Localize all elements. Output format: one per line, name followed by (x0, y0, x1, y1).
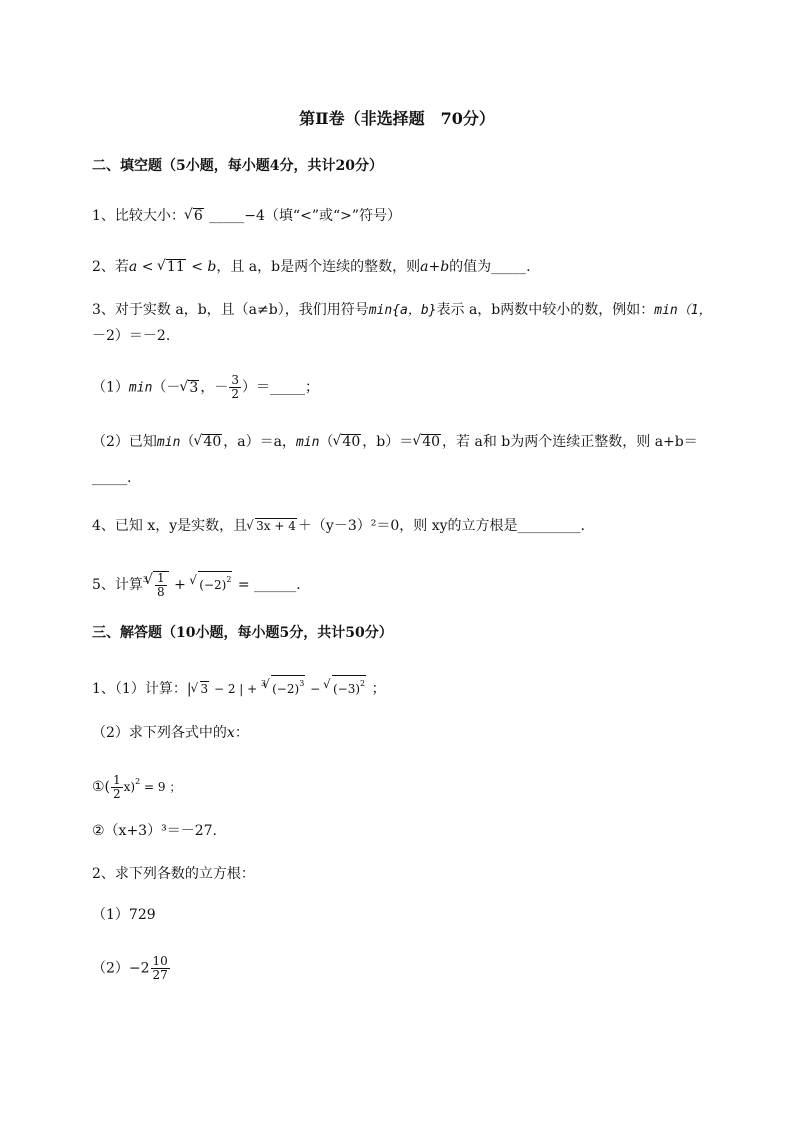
less-than: < (137, 259, 158, 275)
paren-open: （－ (152, 379, 181, 396)
circled-1: ①( (92, 779, 111, 795)
question-2-3-part-2-blank: _____. (92, 470, 132, 486)
sqrt-neg3-squared: √ $(-3)^2$ (325, 675, 366, 699)
q2-2-end: 的值为_____. (449, 259, 531, 275)
question-2-5 (92, 570, 301, 599)
sqrt-11: √ 11 (159, 257, 186, 277)
part-label: （1） (92, 379, 129, 396)
section-2-heading: 二、填空题（5小题，每小题4分，共计20分） (92, 158, 383, 174)
fraction-10-27: $\frac{10}{27}$ (152, 954, 168, 982)
exponent-2: 2 (135, 777, 141, 786)
sqrt-40: √ 40 (414, 432, 441, 452)
colon: ： (234, 725, 249, 741)
comma-neg: ，－ (200, 379, 229, 396)
question-2-3-part-2 (92, 432, 698, 453)
question-2-1 (92, 206, 401, 226)
cube-root-neg2-cubed: √ $(-2)^3$ (264, 675, 305, 699)
q3-1-p2-text: （2）求下列各式中的 (92, 725, 227, 741)
expr-a-plus-b: a+b (420, 259, 450, 275)
sqrt-3x-plus-4: √ 3x + 4 (248, 516, 297, 536)
plus-sign: + (169, 577, 191, 593)
q2-5-prefix: 5、计算 (92, 577, 143, 593)
section-3-heading: 三、解答题（10小题，每小题5分，共计50分） (92, 625, 393, 641)
eq-1-rhs: = 9 ； (140, 780, 182, 794)
less-than: < (186, 259, 208, 275)
question-3-2-part-1: （1）729 (92, 907, 156, 923)
question-3-2: 2、求下列各数的立方根： (92, 866, 255, 882)
question-2-3-line-1 (92, 300, 712, 321)
question-2-3-line-2: －2）＝－2. (92, 328, 171, 344)
q2-3-p2-text-b: ，b）＝ (362, 434, 414, 450)
q3-2-p2-prefix: （2）−2 (92, 960, 150, 977)
question-2-2 (92, 257, 531, 277)
cube-root-index: 3 (142, 575, 149, 584)
min-fn: min (156, 435, 181, 450)
sqrt-40: √ 40 (195, 432, 222, 452)
q2-3-p2-text-a: ，a）＝a， (223, 434, 296, 450)
q3-1-prefix: 1、（1）计算：| (92, 681, 192, 697)
question-3-1-eq-1 (92, 772, 181, 801)
min-fn: min (295, 435, 320, 450)
page-title: 第Ⅱ卷（非选择题 70分） (299, 109, 495, 128)
q2-4-text: ＋（y－3）²＝0，则 xy的立方根是_________. (297, 518, 585, 534)
question-3-1-part-2 (92, 723, 249, 743)
question-3-1-part-1 (92, 674, 386, 699)
fraction-1-8: √ $\frac{1}{8}$ (157, 570, 165, 599)
sqrt-neg2-squared: √ $(-2)^2$ (191, 571, 232, 595)
question-3-2-part-2 (92, 955, 171, 982)
fraction-1-2: $\frac{1}{2}$ (113, 772, 121, 801)
answer-blank: ）＝_____； (241, 379, 319, 396)
eq-1-x: x) (123, 780, 136, 794)
q2-3-text-b: 表示 a，b两数中较小的数，例如： (436, 302, 655, 318)
min-fn: min (128, 380, 153, 396)
q2-5-answer: = ______. (233, 577, 301, 593)
var-a: a (128, 259, 138, 275)
question-3-1-eq-2: ②（x+3）³＝－27. (92, 823, 217, 839)
cube-root-1-8 (146, 571, 169, 599)
question-2-4 (92, 516, 585, 536)
minus-sign: − (306, 682, 324, 696)
var-b: b (207, 259, 217, 275)
semicolon: ； (367, 681, 386, 697)
sqrt-3: √ 3 (193, 679, 210, 699)
fraction-3-2: $\frac{3}{2}$ (231, 373, 239, 401)
min-notation: min{a，b} (368, 303, 437, 318)
q2-2-text: ，且 a，b是两个连续的整数，则 (216, 259, 421, 275)
paren-open: （ (180, 434, 195, 450)
sqrt-3: √ 3 (181, 378, 199, 398)
q2-4-prefix: 4、已知 x，y是实数，且 (92, 518, 248, 534)
cube-root-index: 3 (261, 679, 267, 688)
sqrt-40: √ 40 (334, 432, 361, 452)
var-x: x (226, 725, 235, 741)
min-example: min（1， (654, 303, 712, 318)
q2-3-text-a: 3、对于实数 a，b，且（a≠b），我们用符号 (92, 302, 369, 318)
question-2-3-part-1 (92, 374, 319, 401)
q3-1-text-a: − 2 | + (210, 682, 262, 696)
sqrt-6: √ 6 (186, 206, 204, 226)
q2-3-p2-text-c: ，若 a和 b为两个连续正整数，则 a+b＝ (442, 434, 698, 450)
q2-1-text: _____−4（填“<”或“>”符号） (209, 208, 402, 224)
part-label: （2）已知 (92, 434, 157, 450)
paren-open: （ (319, 434, 334, 450)
q2-1-prefix: 1、比较大小： (92, 208, 185, 224)
q2-2-prefix: 2、若 (92, 259, 129, 275)
